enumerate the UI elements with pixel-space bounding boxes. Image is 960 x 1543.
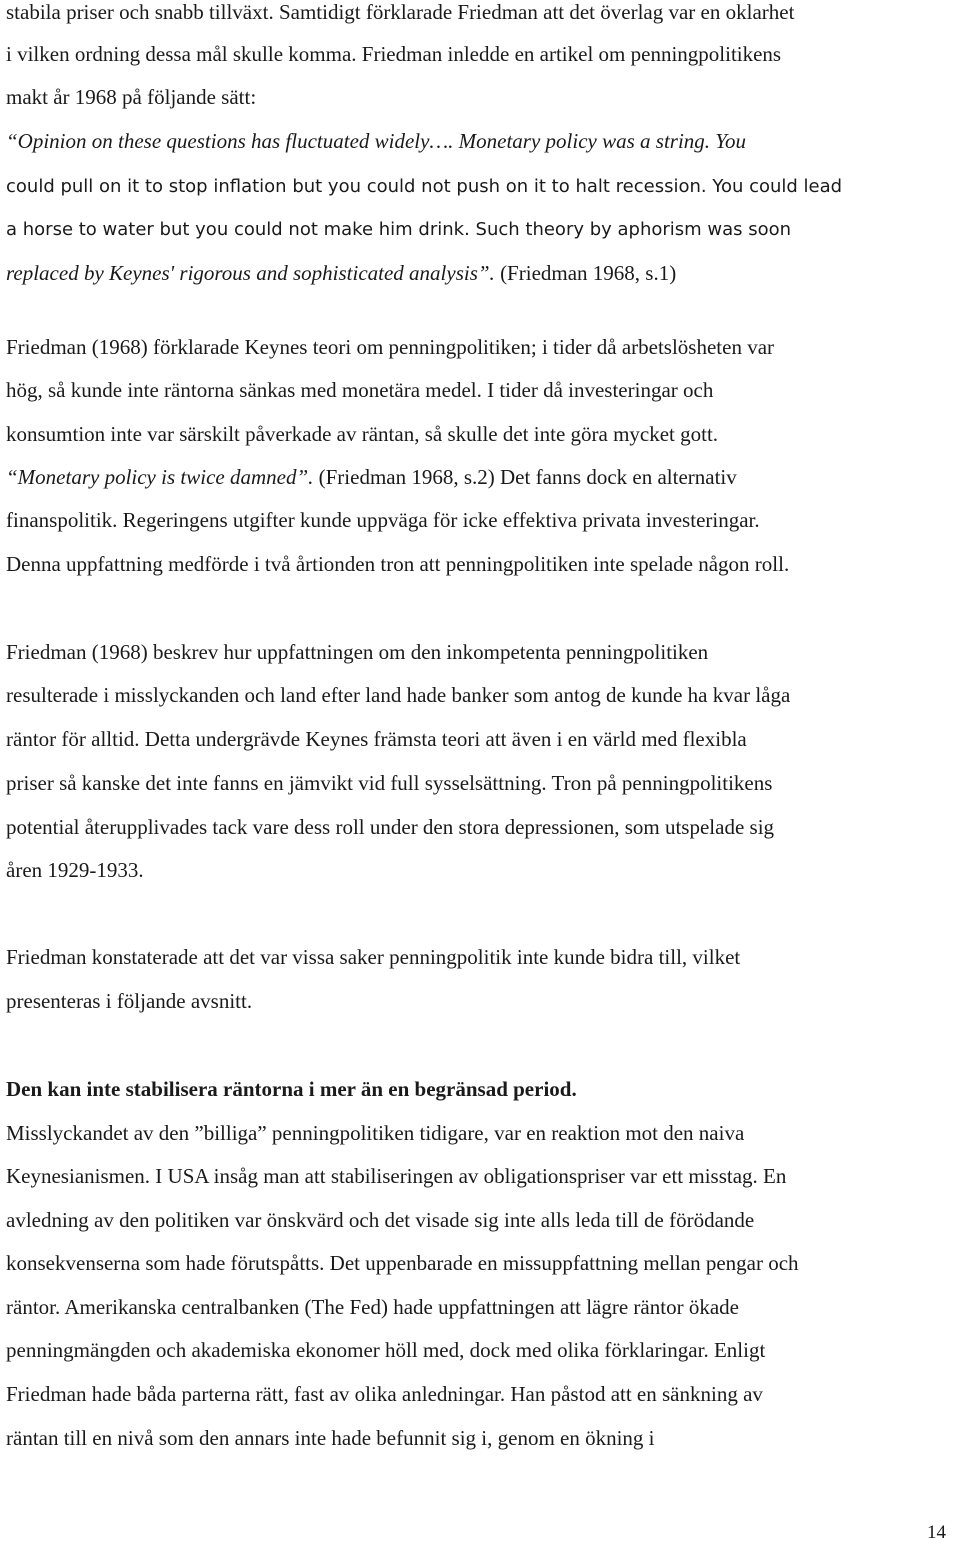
section-heading-text: Den kan inte stabilisera räntorna i mer än en begränsad period.	[6, 1077, 577, 1101]
citation: (Friedman 1968, s.2) Det fanns dock en alternativ	[313, 465, 737, 489]
page-number: 14	[927, 1522, 946, 1543]
body-text-line: finanspolitik. Regeringens utgifter kunde uppväga för icke effektiva privata investeringar.	[6, 508, 760, 532]
body-text-line: konsumtion inte var särskilt påverkade av räntan, så skulle det inte göra mycket gott.	[6, 422, 719, 446]
body-text-line: avledning av den politiken var önskvärd och det visade sig inte alls leda till de förödande	[6, 1208, 755, 1232]
body-text-line: stabila priser och snabb tillväxt. Samtidigt förklarade Friedman att det överlag var en oklarhet	[6, 0, 795, 24]
body-text-line: potential återupplivades tack vare dess roll under den stora depressionen, som utspelade sig	[6, 815, 775, 839]
body-text-line: konsekvenserna som hade förutspåtts. Det uppenbarade en missuppfattning mellan pengar och	[6, 1251, 799, 1275]
body-text-line: Keynesianismen. I USA insåg man att stabiliseringen av obligationspriser var ett misstag. En	[6, 1164, 787, 1188]
body-text-line: åren 1929-1933.	[6, 858, 144, 882]
body-text-line: räntor för alltid. Detta undergrävde Keynes främsta teori att även i en värld med flexibla	[6, 727, 747, 751]
body-text-line: Friedman hade båda parterna rätt, fast av olika anledningar. Han påstod att en sänkning av	[6, 1382, 763, 1406]
body-text-line: Friedman (1968) förklarade Keynes teori om penningpolitiken; i tider då arbetslösheten var	[6, 335, 775, 359]
body-text-line: presenteras i följande avsnitt.	[6, 989, 253, 1013]
quote-italic-text: “Opinion on these questions has fluctuated widely…. Monetary policy was a string. You	[6, 129, 747, 153]
body-text-line: hög, så kunde inte räntorna sänkas med monetära medel. I tider då investeringar och	[6, 378, 714, 402]
body-text-line: penningmängden och akademiska ekonomer höll med, dock med olika förklaringar. Enligt	[6, 1338, 766, 1362]
quote-italic-text: replaced by Keynes' rigorous and sophisticated analysis”.	[6, 261, 495, 285]
body-text-line: i vilken ordning dessa mål skulle komma. Friedman inledde en artikel om penningpolitikens	[6, 42, 782, 66]
body-text-line: Denna uppfattning medförde i två årtionden tron att penningpolitiken inte spelade någon roll.	[6, 552, 790, 576]
body-text-line: Friedman konstaterade att det var vissa saker penningpolitik inte kunde bidra till, vilket	[6, 945, 741, 969]
quote-line: a horse to water but you could not make him drink. Such theory by aphorism was soon	[6, 219, 792, 240]
quote-italic-text: “Monetary policy is twice damned”.	[6, 465, 314, 489]
section-heading	[6, 1077, 577, 1101]
body-text-line: priser så kanske det inte fanns en jämvikt vid full sysselsättning. Tron på penningpolitikens	[6, 771, 773, 795]
body-text-line: Misslyckandet av den ”billiga” penningpolitiken tidigare, var en reaktion mot den naiva	[6, 1121, 745, 1145]
body-text-line: räntan till en nivå som den annars inte hade befunnit sig i, genom en ökning i	[6, 1426, 655, 1450]
quote-line	[6, 129, 746, 153]
body-text-line: räntor. Amerikanska centralbanken (The Fed) hade uppfattningen att lägre räntor ökade	[6, 1295, 739, 1319]
quote-line	[6, 261, 676, 285]
body-text-line: Friedman (1968) beskrev hur uppfattningen om den inkompetenta penningpolitiken	[6, 640, 709, 664]
citation: (Friedman 1968, s.1)	[494, 261, 677, 285]
body-text-line: makt år 1968 på följande sätt:	[6, 85, 257, 109]
quote-line: could pull on it to stop inflation but you could not push on it to halt recession. You could lead	[6, 176, 843, 197]
body-text-line: resulterade i misslyckanden och land efter land hade banker som antog de kunde ha kvar låga	[6, 683, 791, 707]
body-text-line	[6, 465, 737, 489]
